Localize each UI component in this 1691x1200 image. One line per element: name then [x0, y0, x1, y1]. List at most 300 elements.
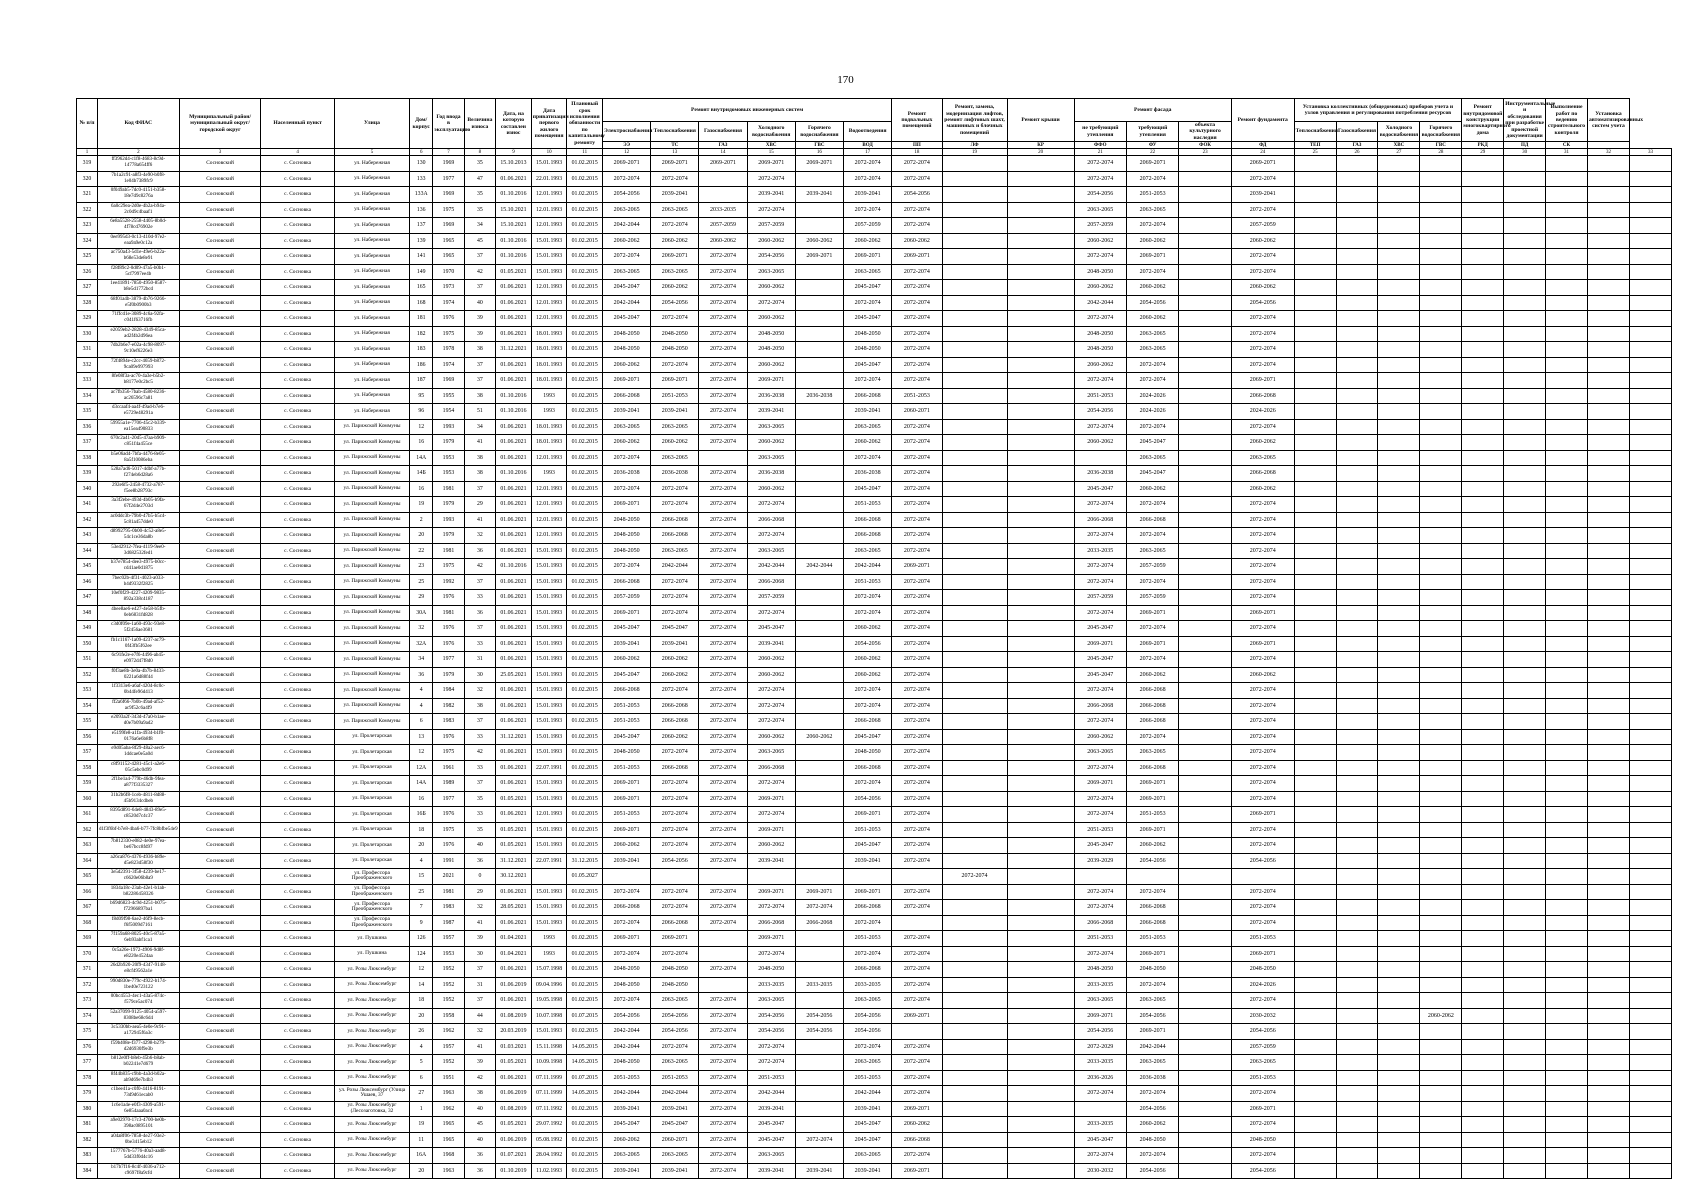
- cell-mun: Сосновский: [179, 977, 261, 993]
- cell-empty: [1588, 202, 1630, 218]
- cell-street: ул. Розы Люксембург: [334, 1070, 409, 1086]
- cell-c9: [1007, 481, 1074, 497]
- cell-c10: 2072-2074: [1074, 373, 1126, 389]
- cell-c7: 2072-2074: [892, 419, 942, 435]
- cell-c16: [1378, 466, 1420, 482]
- cell-mun: Сосновский: [179, 218, 261, 234]
- cell-c6: 2063-2065: [844, 419, 892, 435]
- cell-c13: 2072-2074: [1231, 791, 1294, 807]
- cell-wear: 32: [464, 1024, 495, 1040]
- cell-c6: 2054-2056: [844, 636, 892, 652]
- cell-c14: [1294, 543, 1336, 559]
- cell-empty: [1588, 419, 1630, 435]
- cell-ds: 20.03.2019: [496, 1024, 532, 1040]
- cell-c6: 2063-2065: [844, 1055, 892, 1071]
- cell-c19: [1504, 497, 1546, 513]
- cell-year: 1981: [433, 884, 464, 900]
- cell-c15: [1336, 342, 1378, 358]
- code-gvs2: ГВС: [1420, 142, 1462, 149]
- cell-pd: 01.02.2015: [567, 388, 603, 404]
- cell-n: 323: [77, 218, 98, 234]
- table-row: [77, 264, 1672, 280]
- cell-empty: [1546, 342, 1588, 358]
- cell-c13: 2072-2074: [1231, 1117, 1294, 1133]
- cell-c2: 2048-2050: [651, 962, 699, 978]
- cell-c9: [1007, 776, 1074, 792]
- cell-id: 1577767b-5776-40a3-aad8-5dd33f0d4c16: [97, 1148, 179, 1164]
- cell-loc: с. Сосновка: [261, 233, 334, 249]
- cell-c11: 2072-2074: [1126, 977, 1178, 993]
- cell-c18: [1462, 838, 1504, 854]
- cell-house: 29: [410, 590, 433, 606]
- cell-c2: 2063-2065: [651, 543, 699, 559]
- cell-loc: с. Сосновка: [261, 404, 334, 420]
- cell-year: 1974: [433, 295, 464, 311]
- cell-c19: [1504, 1101, 1546, 1117]
- cell-empty: [1588, 156, 1630, 172]
- cell-ds: 01.06.2021: [496, 528, 532, 544]
- cell-c2: 2063-2065: [651, 450, 699, 466]
- cell-c1: 2072-2074: [603, 481, 651, 497]
- table-row: [77, 326, 1672, 342]
- cell-house: 14: [410, 977, 433, 993]
- cell-c2: 2048-2050: [651, 326, 699, 342]
- cell-c18: [1462, 326, 1504, 342]
- cell-c5: 2042-2044: [795, 559, 843, 575]
- cell-c1: 2060-2062: [603, 652, 651, 668]
- cell-loc: с. Сосновка: [261, 714, 334, 730]
- cell-c3: 2072-2074: [699, 1055, 747, 1071]
- cell-street: ул. Парижской Коммуны: [334, 466, 409, 482]
- cell-c19: [1504, 714, 1546, 730]
- cell-year: 1962: [433, 1024, 464, 1040]
- cell-c3: 2072-2074: [699, 466, 747, 482]
- cell-street: ул. Парижской Коммуны: [334, 683, 409, 699]
- cell-c11: 2066-2068: [1126, 900, 1178, 916]
- cell-empty: [1588, 280, 1630, 296]
- cell-id: ac7fb356-7bab-4580-8236-ac26596c7a81: [97, 388, 179, 404]
- cell-house: 126: [410, 931, 433, 947]
- cell-dp: 18.01.1993: [531, 435, 567, 451]
- cell-c15: [1336, 667, 1378, 683]
- cell-c7: 2069-2071: [892, 1101, 942, 1117]
- cell-ds: 01.06.2021: [496, 807, 532, 823]
- cell-ds: 01.06.2019: [496, 1132, 532, 1148]
- cell-dp: 15.01.1993: [531, 636, 567, 652]
- cell-pd: 01.02.2015: [567, 1101, 603, 1117]
- cell-c1: 2066-2068: [603, 683, 651, 699]
- cell-c5: [795, 264, 843, 280]
- cell-empty: [1588, 342, 1630, 358]
- cell-c17: [1420, 714, 1462, 730]
- cell-c9: [1007, 884, 1074, 900]
- cell-street: ул. Профессора Преображенского: [334, 884, 409, 900]
- cell-year: 1976: [433, 636, 464, 652]
- cell-pd: 01.02.2015: [567, 512, 603, 528]
- cell-c17: [1420, 745, 1462, 761]
- cell-c7: 2060-2062: [892, 233, 942, 249]
- cell-c6: 2057-2059: [844, 218, 892, 234]
- cell-id: 2f1be1a4-779b-46db-9fea-a877f3335327: [97, 776, 179, 792]
- cell-year: 1982: [433, 698, 464, 714]
- cell-c19: [1504, 512, 1546, 528]
- cell-c12: [1179, 946, 1231, 962]
- cell-empty: [1588, 962, 1630, 978]
- cell-c8: [942, 450, 1007, 466]
- table-row: [77, 1055, 1672, 1071]
- cell-mun: Сосновский: [179, 264, 261, 280]
- cell-street: ул. Набережная: [334, 388, 409, 404]
- cell-loc: с. Сосновка: [261, 853, 334, 869]
- table-row: [77, 853, 1672, 869]
- header-group-engineering: Ремонт внутридомовых инженерных систем: [603, 99, 892, 122]
- cell-c13: 2069-2071: [1231, 807, 1294, 823]
- cell-empty: [1546, 652, 1588, 668]
- cell-c10: 2072-2074: [1074, 605, 1126, 621]
- code-gs: ГАЗ: [699, 142, 747, 149]
- cell-c1: 2042-2044: [603, 218, 651, 234]
- cell-dp: 15.01.1993: [531, 838, 567, 854]
- cell-c18: [1462, 543, 1504, 559]
- cell-wear: 32: [464, 683, 495, 699]
- cell-c16: [1378, 884, 1420, 900]
- cell-c7: 2072-2074: [892, 931, 942, 947]
- cell-c13: 2072-2074: [1231, 574, 1294, 590]
- table-row: [77, 884, 1672, 900]
- column-number: 19: [942, 149, 1007, 156]
- cell-c12: [1179, 884, 1231, 900]
- cell-c15: [1336, 202, 1378, 218]
- table-row: [77, 962, 1672, 978]
- cell-c19: [1504, 1039, 1546, 1055]
- cell-c9: [1007, 993, 1074, 1009]
- cell-loc: с. Сосновка: [261, 481, 334, 497]
- cell-c14: [1294, 838, 1336, 854]
- cell-c16: [1378, 404, 1420, 420]
- cell-c2: 2069-2071: [651, 156, 699, 172]
- cell-loc: с. Сосновка: [261, 342, 334, 358]
- cell-c9: [1007, 1148, 1074, 1164]
- cell-mun: Сосновский: [179, 1055, 261, 1071]
- cell-c2: 2072-2074: [651, 497, 699, 513]
- cell-c5: [795, 838, 843, 854]
- table-row: [77, 745, 1672, 761]
- cell-year: 1983: [433, 714, 464, 730]
- cell-c8: [942, 388, 1007, 404]
- column-number: 2: [97, 149, 179, 156]
- cell-id: 0ee995d3-0c13-410d-97e2-eaa9a9e0c12a: [97, 233, 179, 249]
- cell-ds: 01.06.2021: [496, 419, 532, 435]
- cell-wear: 29: [464, 497, 495, 513]
- cell-c11: 2048-2050: [1126, 1132, 1178, 1148]
- cell-ds: 31.12.2021: [496, 342, 532, 358]
- cell-mun: Сосновский: [179, 156, 261, 172]
- cell-c18: [1462, 1008, 1504, 1024]
- cell-id: 26d2b920-20f9-4347-9148-e8cf49562a1e: [97, 962, 179, 978]
- cell-pd: 01.02.2015: [567, 559, 603, 575]
- cell-c7: 2072-2074: [892, 295, 942, 311]
- cell-c16: [1378, 1132, 1420, 1148]
- cell-c5: [795, 1117, 843, 1133]
- table-row: [77, 543, 1672, 559]
- cell-empty: [1546, 621, 1588, 637]
- cell-c15: [1336, 977, 1378, 993]
- cell-mun: Сосновский: [179, 900, 261, 916]
- cell-mun: Сосновский: [179, 652, 261, 668]
- cell-c7: 2072-2074: [892, 652, 942, 668]
- cell-house: 7: [410, 900, 433, 916]
- cell-c11: 2060-2062: [1126, 280, 1178, 296]
- cell-c9: [1007, 977, 1074, 993]
- cell-year: 1977: [433, 171, 464, 187]
- cell-year: 1978: [433, 342, 464, 358]
- cell-pd: 01.05.2027: [567, 869, 603, 885]
- cell-id: 72f4894e-c2cc-4659-b872-9ca09e997993: [97, 357, 179, 373]
- cell-pd: 01.02.2015: [567, 311, 603, 327]
- cell-house: 96: [410, 404, 433, 420]
- cell-empty: [1629, 621, 1671, 637]
- cell-wear: 38: [464, 698, 495, 714]
- cell-empty: [1546, 1055, 1588, 1071]
- table-row: [77, 900, 1672, 916]
- cell-empty: [1629, 884, 1671, 900]
- cell-n: 374: [77, 1008, 98, 1024]
- cell-c7: 2072-2074: [892, 977, 942, 993]
- cell-empty: [1629, 962, 1671, 978]
- cell-empty: [1546, 202, 1588, 218]
- cell-mun: Сосновский: [179, 1086, 261, 1102]
- cell-c12: [1179, 311, 1231, 327]
- cell-c7: 2072-2074: [892, 326, 942, 342]
- cell-year: 1953: [433, 946, 464, 962]
- cell-c19: [1504, 853, 1546, 869]
- cell-c8: [942, 931, 1007, 947]
- cell-year: 1979: [433, 497, 464, 513]
- cell-n: 377: [77, 1055, 98, 1071]
- cell-mun: Сосновский: [179, 884, 261, 900]
- cell-c17: [1420, 559, 1462, 575]
- cell-wear: 45: [464, 233, 495, 249]
- table-row: [77, 838, 1672, 854]
- cell-dp: 15.01.1993: [531, 652, 567, 668]
- cell-street: ул. Парижской Коммуны: [334, 698, 409, 714]
- cell-loc: с. Сосновка: [261, 1070, 334, 1086]
- cell-ds: 01.10.2016: [496, 404, 532, 420]
- cell-c9: [1007, 807, 1074, 823]
- cell-street: ул. Парижской Коммуны: [334, 497, 409, 513]
- cell-c12: [1179, 187, 1231, 203]
- cell-c16: [1378, 218, 1420, 234]
- cell-street: ул. Парижской Коммуны: [334, 574, 409, 590]
- cell-n: 357: [77, 745, 98, 761]
- cell-mun: Сосновский: [179, 1039, 261, 1055]
- cell-c1: 2072-2074: [603, 450, 651, 466]
- header-hot: Горячего водоснабжения: [795, 122, 843, 142]
- cell-wear: 38: [464, 466, 495, 482]
- cell-mun: Сосновский: [179, 1148, 261, 1164]
- cell-c19: [1504, 760, 1546, 776]
- cell-empty: [1588, 187, 1630, 203]
- cell-id: e9d05aba-8f29-48a2-aec6-1ddcae0e5a0d: [97, 745, 179, 761]
- cell-c5: 2072-2074: [795, 1132, 843, 1148]
- cell-c12: [1179, 233, 1231, 249]
- cell-c18: [1462, 900, 1504, 916]
- cell-c13: 2069-2071: [1231, 373, 1294, 389]
- cell-wear: 36: [464, 1163, 495, 1179]
- cell-empty: [1546, 1039, 1588, 1055]
- cell-c17: [1420, 869, 1462, 885]
- cell-c9: [1007, 326, 1074, 342]
- cell-id: 7b1a2c91-a8f3-4e90-b0f8-1e04b7389fc9: [97, 171, 179, 187]
- cell-n: 347: [77, 590, 98, 606]
- cell-c19: [1504, 295, 1546, 311]
- cell-empty: [1546, 1086, 1588, 1102]
- cell-c2: [651, 869, 699, 885]
- cell-c19: [1504, 931, 1546, 947]
- cell-street: ул. Парижской Коммуны: [334, 714, 409, 730]
- cell-c12: [1179, 559, 1231, 575]
- cell-c2: 2060-2062: [651, 729, 699, 745]
- cell-c4: 2060-2062: [747, 667, 795, 683]
- cell-c13: 2057-2059: [1231, 218, 1294, 234]
- cell-mun: Сосновский: [179, 574, 261, 590]
- cell-c6: 2039-2041: [844, 1163, 892, 1179]
- cell-c17: [1420, 1070, 1462, 1086]
- table-row: [77, 1101, 1672, 1117]
- header-design: Инструментальные и обследования при разработке проектной документации: [1504, 99, 1546, 142]
- cell-c3: 2072-2074: [699, 962, 747, 978]
- cell-dp: 15.01.1993: [531, 683, 567, 699]
- cell-c16: [1378, 481, 1420, 497]
- cell-empty: [1546, 481, 1588, 497]
- column-number: 32: [1588, 149, 1630, 156]
- cell-mun: Сосновский: [179, 466, 261, 482]
- header-m-heat: Теплоснабжения: [1294, 122, 1336, 142]
- cell-year: 1989: [433, 776, 464, 792]
- cell-street: ул. Профессора Преображенского: [334, 900, 409, 916]
- cell-loc: с. Сосновка: [261, 202, 334, 218]
- cell-c4: 2072-2074: [747, 900, 795, 916]
- cell-c15: [1336, 946, 1378, 962]
- cell-c3: 2072-2074: [699, 1117, 747, 1133]
- cell-c12: [1179, 807, 1231, 823]
- cell-ds: 01.06.2021: [496, 698, 532, 714]
- cell-house: 5: [410, 1055, 433, 1071]
- cell-c11: 2060-2062: [1126, 1117, 1178, 1133]
- cell-n: 344: [77, 543, 98, 559]
- cell-c4: 2033-2035: [747, 977, 795, 993]
- cell-c8: [942, 807, 1007, 823]
- cell-c15: [1336, 1086, 1378, 1102]
- cell-c15: [1336, 962, 1378, 978]
- cell-id: 1ee41891-7850-4950-8587-b8e5d1772bcd: [97, 280, 179, 296]
- cell-n: 350: [77, 636, 98, 652]
- cell-c18: [1462, 450, 1504, 466]
- cell-c4: 2039-2041: [747, 853, 795, 869]
- cell-c12: [1179, 326, 1231, 342]
- header-date-priv: Дата приватизации первого жилого помещения: [531, 99, 567, 149]
- cell-wear: 36: [464, 605, 495, 621]
- cell-c13: 2060-2062: [1231, 280, 1294, 296]
- cell-empty: [1588, 326, 1630, 342]
- cell-loc: с. Сосновка: [261, 249, 334, 265]
- cell-c7: 2072-2074: [892, 171, 942, 187]
- cell-c17: [1420, 202, 1462, 218]
- cell-ds: 01.06.2021: [496, 652, 532, 668]
- cell-c18: [1462, 171, 1504, 187]
- cell-c19: [1504, 249, 1546, 265]
- cell-ds: 01.05.2021: [496, 1055, 532, 1071]
- cell-c2: 2072-2074: [651, 745, 699, 761]
- cell-c15: [1336, 884, 1378, 900]
- cell-c8: [942, 962, 1007, 978]
- cell-c9: [1007, 946, 1074, 962]
- table-row: [77, 729, 1672, 745]
- cell-c3: 2072-2074: [699, 776, 747, 792]
- cell-empty: [1629, 590, 1671, 606]
- cell-empty: [1629, 280, 1671, 296]
- cell-c15: [1336, 900, 1378, 916]
- cell-c6: 2069-2071: [844, 249, 892, 265]
- cell-year: 1968: [433, 1148, 464, 1164]
- cell-c2: 2063-2065: [651, 993, 699, 1009]
- cell-c15: [1336, 652, 1378, 668]
- cell-c3: 2072-2074: [699, 853, 747, 869]
- cell-street: ул. Парижской Коммуны: [334, 543, 409, 559]
- cell-c9: [1007, 636, 1074, 652]
- cell-empty: [1588, 1086, 1630, 1102]
- cell-house: 20: [410, 1008, 433, 1024]
- cell-c2: 2054-2056: [651, 1024, 699, 1040]
- cell-c13: 2072-2074: [1231, 729, 1294, 745]
- cell-c18: [1462, 466, 1504, 482]
- cell-c11: 2054-2056: [1126, 1008, 1178, 1024]
- cell-empty: [1588, 1148, 1630, 1164]
- cell-c11: 2036-2038: [1126, 1070, 1178, 1086]
- cell-c8: [942, 326, 1007, 342]
- cell-n: 341: [77, 497, 98, 513]
- cell-c17: [1420, 388, 1462, 404]
- cell-pd: 01.02.2015: [567, 357, 603, 373]
- cell-empty: [1629, 1055, 1671, 1071]
- cell-empty: [1629, 977, 1671, 993]
- table-row: [77, 621, 1672, 637]
- cell-c5: [795, 698, 843, 714]
- cell-c10: 2057-2059: [1074, 218, 1126, 234]
- cell-c15: [1336, 559, 1378, 575]
- cell-wear: 30: [464, 946, 495, 962]
- cell-c15: [1336, 187, 1378, 203]
- cell-ds: 01.06.2021: [496, 497, 532, 513]
- cell-c15: [1336, 450, 1378, 466]
- cell-empty: [1588, 1101, 1630, 1117]
- cell-c11: 2060-2062: [1126, 311, 1178, 327]
- cell-empty: [1588, 559, 1630, 575]
- cell-c6: 2048-2050: [844, 342, 892, 358]
- cell-ds: 01.06.2021: [496, 1070, 532, 1086]
- cell-pd: 01.02.2015: [567, 621, 603, 637]
- cell-empty: [1546, 466, 1588, 482]
- cell-c2: 2039-2041: [651, 1163, 699, 1179]
- cell-c4: 2072-2074: [747, 698, 795, 714]
- cell-c10: 2072-2074: [1074, 156, 1126, 172]
- cell-empty: [1546, 1148, 1588, 1164]
- cell-c16: [1378, 729, 1420, 745]
- cell-pd: 01.02.2015: [567, 156, 603, 172]
- cell-c15: [1336, 993, 1378, 1009]
- cell-c16: [1378, 900, 1420, 916]
- cell-id: f8d09f98-6ae2-46f9-8ecb-f6f5009d7161: [97, 915, 179, 931]
